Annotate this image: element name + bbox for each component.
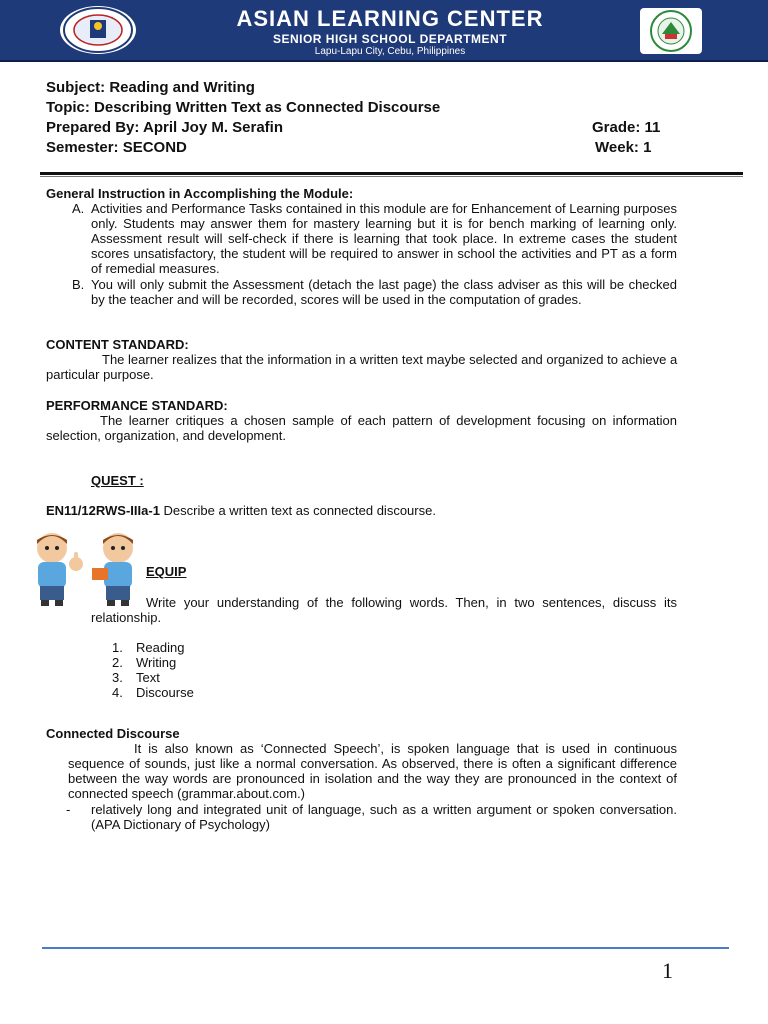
grade-line: Grade: 11 — [592, 119, 661, 136]
list-item: 4. Discourse — [112, 685, 194, 700]
competency-text: Describe a written text as connected discourse. — [159, 503, 436, 518]
instruction-a-marker: A. — [72, 201, 85, 216]
instruction-b-text: You will only submit the Assessment (detach the last page) the class adviser as this will be checked by the teacher and will be recorded, scores will be used in the computation of grades. — [91, 277, 677, 307]
school-seal-logo — [640, 8, 702, 54]
school-banner — [0, 0, 768, 62]
competency-code: EN11/12RWS-IIIa-1 — [46, 503, 160, 518]
header-divider-thin — [40, 176, 743, 177]
footer-divider — [42, 947, 729, 949]
school-location: Lapu-Lapu City, Cebu, Philippines — [314, 46, 466, 57]
prepared-by-line: Prepared By: April Joy M. Serafin — [46, 119, 284, 136]
competency-line — [46, 503, 436, 518]
instruction-heading: General Instruction in Accomplishing the Module: — [46, 186, 354, 201]
connected-discourse-bullet: relatively long and integrated unit of language, such as a written argument or spoken conversation. (APA Dictionary of Psychology) — [91, 802, 677, 832]
list-item: 3. Text — [112, 670, 160, 685]
quest-label: QUEST : — [91, 473, 144, 488]
department-name: SENIOR HIGH SCHOOL DEPARTMENT — [272, 32, 508, 46]
subject-line: Subject: Reading and Writing — [46, 79, 255, 96]
week-line: Week: 1 — [595, 139, 652, 156]
page-number: 1 — [662, 958, 673, 983]
content-standard-text: The learner realizes that the information in a written text maybe selected and organized to achieve a particular purpose. — [46, 352, 678, 382]
instruction-a-text: Activities and Performance Tasks contained in this module are for Enhancement of Learning purposes only. Students may answer them for mastery learning but it is for bench marking of learning only. Assessment result will self-check if there is learning that took place. In extreme cases the student scores unsatisfactory, the student will be required to answer in school the activities and PT as a form of remedial measures. — [91, 201, 677, 276]
school-name: ASIAN LEARNING CENTER — [236, 6, 544, 31]
equip-label: EQUIP — [146, 564, 187, 579]
student-thumbs-up-illustration — [30, 530, 94, 610]
performance-standard-heading: PERFORMANCE STANDARD: — [46, 398, 228, 413]
deped-seal-logo — [60, 6, 136, 54]
equip-list — [112, 640, 194, 700]
connected-discourse-paragraph: It is also known as ‘Connected Speech’, is spoken language that is used in continuous sequence of sounds, just like a normal conversation. As observed, there is often a significant difference between the way words are pronounced in isolation and the way they are pronounced in the context of connected speech (grammar.about.com.) — [68, 741, 677, 801]
equip-instruction: Write your understanding of the following words. Then, in two sentences, discuss its relationship. — [91, 595, 677, 625]
bullet-marker: - — [66, 802, 71, 817]
list-item: 2. Writing — [112, 655, 177, 670]
performance-standard-text: The learner critiques a chosen sample of each pattern of development focusing on information selection, organization, and development. — [46, 413, 677, 443]
instruction-b-marker: B. — [72, 277, 85, 292]
topic-line: Topic: Describing Written Text as Connected Discourse — [46, 99, 441, 116]
header-divider — [40, 172, 743, 175]
content-standard-heading: CONTENT STANDARD: — [46, 337, 189, 352]
semester-line: Semester: SECOND — [46, 139, 187, 156]
list-item: 1. Reading — [112, 640, 185, 655]
connected-discourse-heading: Connected Discourse — [46, 726, 180, 741]
